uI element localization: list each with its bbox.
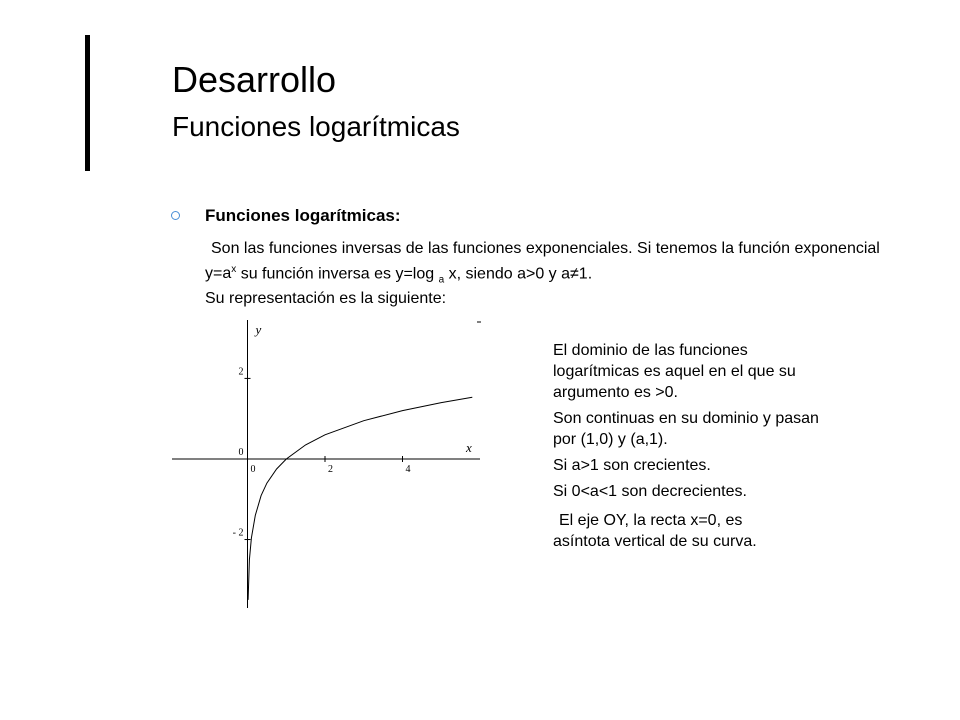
note-decreasing: Si 0<a<1 son decrecientes. [553,483,747,500]
log-base-a: a [438,274,445,286]
x-tick-label: 0 [250,463,256,475]
note-asymptote [553,510,828,552]
title-accent-bar [85,35,90,171]
note-domain: El dominio de las funciones logarítmicas es aquel en el que su argumento es >0. [553,342,796,401]
definition-text-c: x, siendo a>0 y a≠1. [444,265,593,283]
note-asymptote-line2: asíntota vertical de su curva. [553,533,757,550]
representation-intro: Su representación es la siguiente: [205,290,447,307]
y-tick-label: 2 [238,366,244,378]
log-curve [248,397,472,600]
properties-notes [553,340,828,557]
definition-text-a: Son las funciones inversas de las funciones exponenciales. Si tenemos la función exponencial y=a [205,240,880,283]
logarithm-graph [170,318,490,608]
bullet-circle-icon [171,211,180,220]
y-axis-label: y [255,322,262,337]
slide-subtitle: Funciones logarítmicas [172,111,460,142]
y-tick-label: - 2 [232,527,244,539]
definition-paragraph [205,238,905,291]
bullet-heading: Funciones logarítmicas: [205,206,401,225]
y-tick-label: 0 [238,446,244,458]
definition-text-b: su función inversa es y=log [236,265,439,283]
x-tick-label: 2 [328,463,333,475]
x-axis-label: x [466,439,472,455]
note-increasing: Si a>1 son crecientes. [553,457,711,474]
slide-title: Desarrollo [172,59,337,100]
x-tick-label: 4 [405,463,411,475]
note-asymptote-line1: El eje OY, la recta x=0, es [559,512,743,529]
note-continuity: Son continuas en su dominio y pasan por (1,0) y (a,1). [553,410,819,448]
exponent-x: x [231,264,237,275]
